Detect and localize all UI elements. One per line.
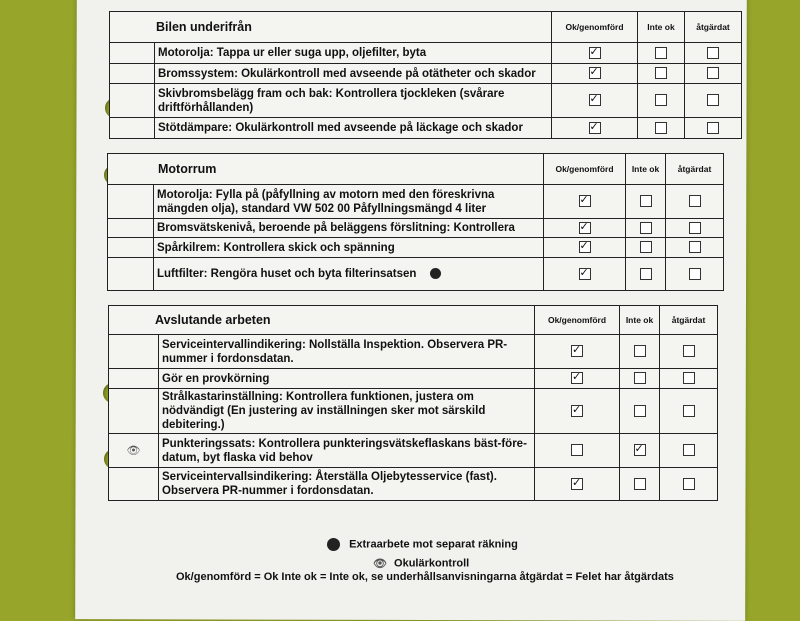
- atgardat-checkbox[interactable]: [689, 195, 701, 207]
- task-cell: [154, 258, 544, 291]
- table-row: [108, 258, 724, 291]
- table-row: [109, 335, 718, 369]
- table-row: [110, 64, 742, 84]
- extra-work-dot-icon: [327, 538, 340, 551]
- table-row: [109, 369, 718, 389]
- column-header-ok: Ok/genomförd: [544, 154, 626, 185]
- atgardat-checkbox[interactable]: [689, 222, 701, 234]
- column-header-inte-ok: Inte ok: [638, 12, 685, 43]
- table-row: [108, 238, 724, 258]
- atgardat-checkbox[interactable]: [683, 478, 695, 490]
- atgardat-checkbox[interactable]: [707, 67, 719, 79]
- inte-ok-checkbox[interactable]: [634, 444, 646, 456]
- task-text: Serviceintervallsindikering: Återställa Oljebytesservice (fast). Observera PR-nummer i fordonsdatan.: [159, 468, 535, 501]
- inte-ok-checkbox[interactable]: [634, 345, 646, 357]
- inte-ok-checkbox[interactable]: [634, 478, 646, 490]
- extra-work-dot-icon: [430, 268, 441, 279]
- task-text: Stötdämpare: Okulärkontroll med avseende på läckage och skador: [155, 118, 552, 139]
- ok-checkbox[interactable]: [571, 372, 583, 384]
- column-header-atgardat: åtgärdat: [685, 12, 742, 43]
- column-header-atgardat: åtgärdat: [660, 306, 718, 335]
- inte-ok-checkbox[interactable]: [655, 94, 667, 106]
- ok-checkbox[interactable]: [589, 67, 601, 79]
- section-motorrum: [107, 153, 724, 291]
- ok-checkbox[interactable]: [579, 222, 591, 234]
- task-text: Bromsvätskenivå, beroende på beläggens förslitning: Kontrollera: [154, 219, 544, 238]
- table-row: [110, 43, 742, 64]
- table-row: [109, 389, 718, 434]
- eye-icon: 👁: [373, 558, 387, 570]
- ok-checkbox[interactable]: [571, 444, 583, 456]
- table-row: [109, 434, 718, 468]
- legend-extra-text: Extraarbete mot separat räkning: [349, 538, 518, 551]
- table-row: [109, 468, 718, 501]
- table-row: [108, 185, 724, 219]
- legend-okular: [373, 557, 469, 570]
- atgardat-checkbox[interactable]: [707, 94, 719, 106]
- inte-ok-checkbox[interactable]: [640, 268, 652, 280]
- section-bilen-underifran: [109, 11, 742, 139]
- column-header-inte-ok: Inte ok: [620, 306, 660, 335]
- task-text: Bromssystem: Okulärkontroll med avseende på otätheter och skador: [155, 64, 552, 84]
- inte-ok-checkbox[interactable]: [634, 372, 646, 384]
- task-text: Punkteringssats: Kontrollera punkteringsvätskeflaskans bäst-före-datum, byt flaska vid behov: [159, 434, 535, 468]
- ok-checkbox[interactable]: [579, 241, 591, 253]
- ok-checkbox[interactable]: [579, 195, 591, 207]
- task-text: Strålkastarinställning: Kontrollera funktionen, justera om nödvändigt (En justering av inställningen sker mot särskild debitering.): [159, 389, 535, 434]
- ok-checkbox[interactable]: [589, 94, 601, 106]
- inte-ok-checkbox[interactable]: [640, 241, 652, 253]
- atgardat-checkbox[interactable]: [707, 47, 719, 59]
- section-title: Avslutande arbeten: [109, 306, 535, 335]
- task-text: Motorolja: Fylla på (påfyllning av motorn med den föreskrivna mängden olja), standard VW 502 00 Påfyllningsmängd 4 liter: [154, 185, 544, 219]
- legend-definition-text: Ok/genomförd = Ok Inte ok = Inte ok, se underhållsanvisningarna åtgärdat = Felet har åtgärdats: [176, 571, 674, 583]
- atgardat-checkbox[interactable]: [683, 372, 695, 384]
- atgardat-checkbox[interactable]: [683, 345, 695, 357]
- table-row: [108, 219, 724, 238]
- inte-ok-checkbox[interactable]: [655, 67, 667, 79]
- section-title: Motorrum: [108, 154, 544, 185]
- inte-ok-checkbox[interactable]: [640, 222, 652, 234]
- atgardat-checkbox[interactable]: [683, 405, 695, 417]
- inte-ok-checkbox[interactable]: [655, 47, 667, 59]
- ok-checkbox[interactable]: [589, 122, 601, 134]
- ok-checkbox[interactable]: [571, 405, 583, 417]
- atgardat-checkbox[interactable]: [683, 444, 695, 456]
- atgardat-checkbox[interactable]: [689, 268, 701, 280]
- atgardat-checkbox[interactable]: [707, 122, 719, 134]
- task-text: Spårkilrem: Kontrollera skick och spänning: [154, 238, 544, 258]
- atgardat-checkbox[interactable]: [689, 241, 701, 253]
- task-text: Luftfilter: Rengöra huset och byta filterinsatsen: [157, 268, 417, 280]
- column-header-ok: Ok/genomförd: [552, 12, 638, 43]
- ok-checkbox[interactable]: [589, 47, 601, 59]
- legend-definition: [176, 571, 674, 583]
- task-text: Serviceintervallindikering: Nollställa Inspektion. Observera PR-nummer i fordonsdatan.: [159, 335, 535, 369]
- section-avslutande-arbeten: [108, 305, 718, 501]
- section-title: Bilen underifrån: [110, 12, 552, 43]
- task-text: Motorolja: Tappa ur eller suga upp, oljefilter, byta: [155, 43, 552, 64]
- legend-okular-text: Okulärkontroll: [394, 557, 470, 570]
- ok-checkbox[interactable]: [579, 268, 591, 280]
- inte-ok-checkbox[interactable]: [655, 122, 667, 134]
- legend-extra-work: [327, 538, 518, 551]
- inte-ok-checkbox[interactable]: [634, 405, 646, 417]
- column-header-atgardat: åtgärdat: [666, 154, 724, 185]
- ok-checkbox[interactable]: [571, 345, 583, 357]
- inte-ok-checkbox[interactable]: [640, 195, 652, 207]
- table-row: [110, 118, 742, 139]
- eye-icon: 👁: [126, 444, 141, 457]
- ok-checkbox[interactable]: [571, 478, 583, 490]
- column-header-inte-ok: Inte ok: [626, 154, 666, 185]
- task-text: Gör en provkörning: [159, 369, 535, 389]
- column-header-ok: Ok/genomförd: [535, 306, 620, 335]
- table-row: [110, 84, 742, 118]
- task-text: Skivbromsbelägg fram och bak: Kontrollera tjockleken (svårare driftförhållanden): [155, 84, 552, 118]
